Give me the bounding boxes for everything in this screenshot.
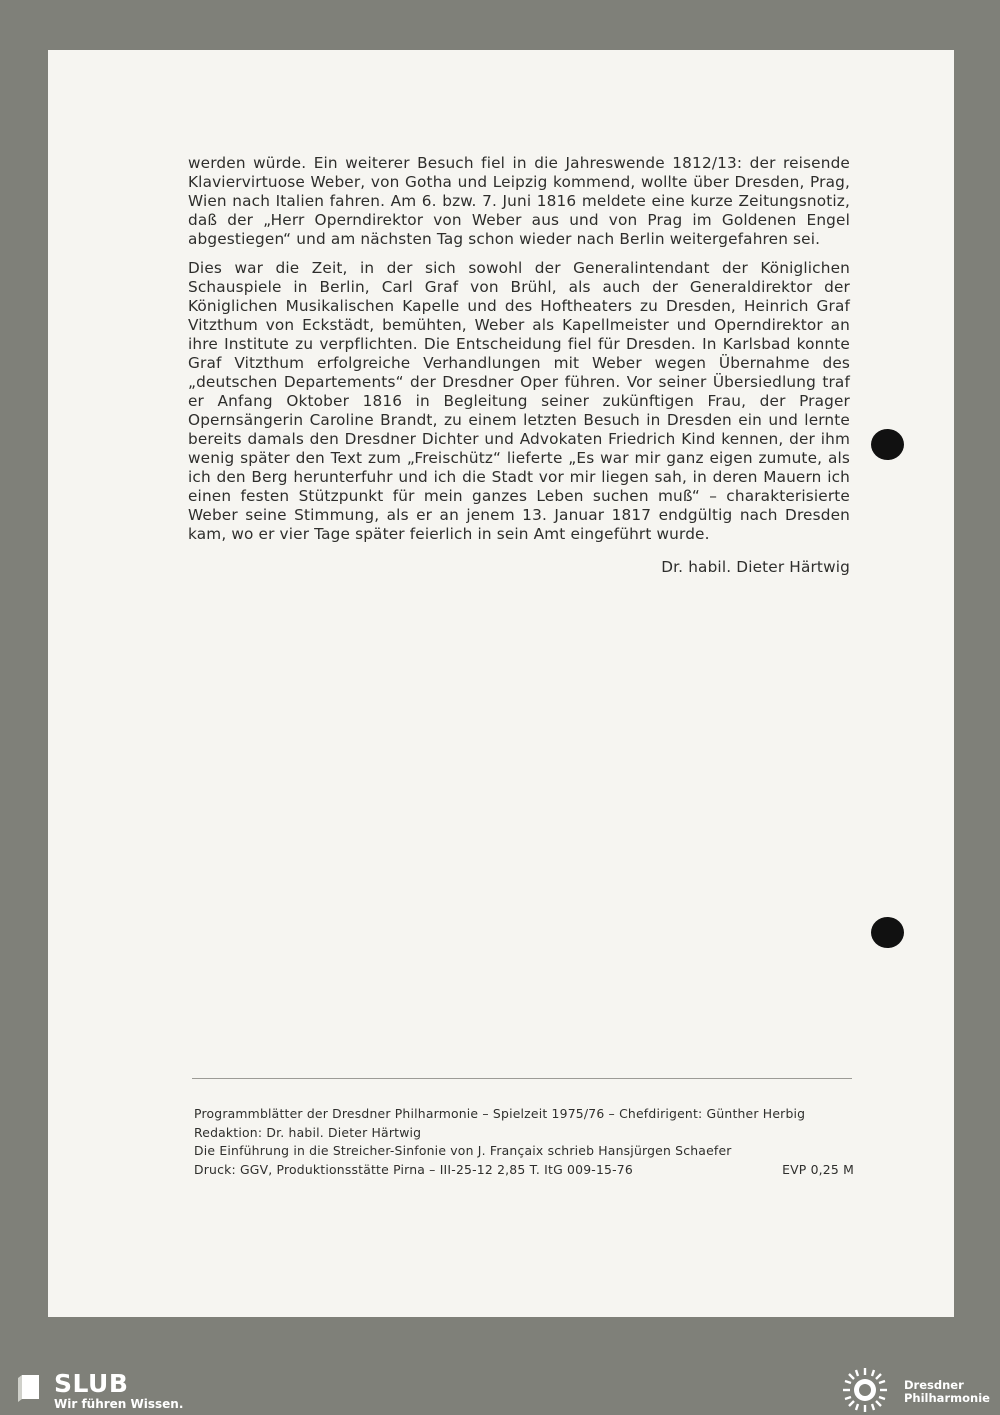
library-tagline: Wir führen Wissen. xyxy=(54,1397,184,1411)
punch-hole-lower xyxy=(871,917,904,948)
imprint-print-row xyxy=(194,1161,854,1180)
paragraph-1: werden würde. Ein weiterer Besuch fiel in die Jahreswende 1812/13: der reisende Klaviervirtuose Weber, von Gotha und Leipzig kommend, wollte über Dresden, Prag, Wien nach Italien fahren. Am 6. bzw. 7. Juni 1816 meldete eine kurze Zeitungsnotiz, daß der „Herr Operndirektor von Weber aus und von Prag im Goldenen Engel abgestiegen“ und am nächsten Tag schon wieder nach Berlin weitergefahren sei. xyxy=(188,154,850,248)
library-name: SLUB xyxy=(54,1369,129,1398)
punch-hole-upper xyxy=(871,429,904,460)
orchestra-name xyxy=(904,1379,990,1404)
imprint-line-intro-author: Die Einführung in die Streicher-Sinfonie von J. Françaix schrieb Hansjürgen Schaefer xyxy=(194,1143,732,1158)
imprint-price: EVP 0,25 M xyxy=(782,1161,854,1177)
imprint-block xyxy=(194,1105,854,1179)
philharmonie-sunburst-icon xyxy=(840,1366,890,1414)
imprint-divider xyxy=(192,1078,852,1079)
orchestra-name-line1: Dresdner xyxy=(904,1378,964,1392)
paragraph-2: Dies war die Zeit, in der sich sowohl der Generalintendant der Königlichen Schauspiele in Berlin, Carl Graf von Brühl, als auch der Generaldirektor der Königlichen Musikalischen Kapelle und des Hoftheaters zu Dresden, Heinrich Graf Vitzthum von Eckstädt, bemühten, Weber als Kapellmeister und Operndirektor an ihre Institute zu verpflichten. Die Entscheidung fiel für Dresden. In Karlsbad konnte Graf Vitzthum erfolgreiche Verhandlungen mit Weber wegen Übernahme des „deutschen Departements“ der Dresdner Oper führen. Vor seiner Übersiedlung traf er Anfang Oktober 1816 in Begleitung seiner zukünftigen Frau, der Prager Opernsängerin Caroline Brandt, zu einem letzten Besuch in Dresden ein und lernte bereits damals den Dresdner Dichter und Advokaten Friedrich Kind kennen, der ihm wenig später den Text zum „Freischütz“ lieferte „Es war mir ganz eigen zumute, als ich den Berg herunterfuhr und ich die Stadt vor mir liegen sah, in deren Mauern ich einen festen Stützpunkt für mein ganzes Leben suchen muß“ – charakterisierte Weber seine Stimmung, als er an jenem 13. Januar 1817 endgültig nach Dresden kam, wo er vier Tage später feierlich in sein Amt eingeführt wurde. xyxy=(188,259,850,543)
slub-book-icon xyxy=(14,1373,44,1403)
orchestra-name-line2: Philharmonie xyxy=(904,1390,990,1405)
imprint-line-printer: Druck: GGV, Produktionsstätte Pirna – III-25-12 2,85 T. ItG 009-15-76 xyxy=(194,1161,633,1177)
author-signature: Dr. habil. Dieter Härtwig xyxy=(661,558,850,576)
imprint-line-series: Programmblätter der Dresdner Philharmonie – Spielzeit 1975/76 – Chefdirigent: Günther Herbig xyxy=(194,1106,806,1121)
imprint-line-editor: Redaktion: Dr. habil. Dieter Härtwig xyxy=(194,1124,422,1140)
document-page xyxy=(48,50,954,1317)
article-body xyxy=(188,154,850,577)
footer-bar xyxy=(0,1365,1000,1415)
